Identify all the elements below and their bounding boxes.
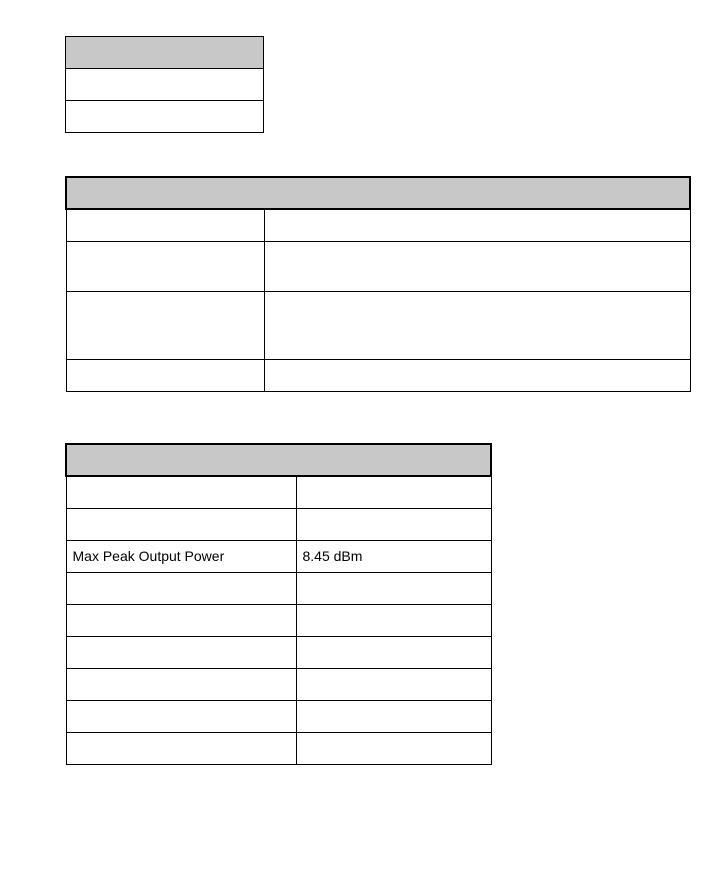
table-cell — [264, 291, 690, 359]
table-header-row — [66, 444, 491, 476]
table-row — [66, 540, 491, 572]
table-row — [66, 700, 491, 732]
table-cell — [296, 476, 491, 508]
table-row — [66, 101, 264, 133]
table-row — [66, 604, 491, 636]
table-cell — [66, 508, 296, 540]
table-cell — [66, 291, 264, 359]
table-cell — [264, 209, 690, 241]
table-row — [66, 291, 690, 359]
table-cell — [296, 572, 491, 604]
header-cell — [66, 444, 491, 476]
table-cell — [66, 604, 296, 636]
table-cell — [66, 572, 296, 604]
table-header-row — [66, 37, 264, 69]
details-table — [65, 176, 691, 392]
table-row — [66, 476, 491, 508]
table-cell — [66, 732, 296, 764]
table-row — [66, 508, 491, 540]
table-row — [66, 572, 491, 604]
table-cell — [66, 101, 264, 133]
table-cell — [66, 636, 296, 668]
table-row — [66, 209, 690, 241]
table-header-row — [66, 177, 690, 209]
table-cell — [296, 508, 491, 540]
table-cell — [66, 700, 296, 732]
table-row — [66, 636, 491, 668]
header-cell — [66, 177, 690, 209]
table-cell — [264, 241, 690, 291]
table-cell — [296, 700, 491, 732]
table-cell — [296, 604, 491, 636]
max-peak-output-power-label: Max Peak Output Power — [66, 540, 296, 572]
table-row — [66, 69, 264, 101]
table-row — [66, 241, 690, 291]
table-row — [66, 732, 491, 764]
summary-table-small — [65, 36, 264, 133]
table-cell — [296, 732, 491, 764]
max-peak-output-power-value: 8.45 dBm — [296, 540, 491, 572]
table-cell — [66, 359, 264, 391]
table-cell — [66, 476, 296, 508]
table-row — [66, 668, 491, 700]
table-cell — [296, 636, 491, 668]
table-row — [66, 359, 690, 391]
header-cell — [66, 37, 264, 69]
table-cell — [264, 359, 690, 391]
table-cell — [66, 668, 296, 700]
table-cell — [66, 209, 264, 241]
power-table — [65, 443, 492, 765]
table-cell — [66, 241, 264, 291]
table-cell — [66, 69, 264, 101]
table-cell — [296, 668, 491, 700]
